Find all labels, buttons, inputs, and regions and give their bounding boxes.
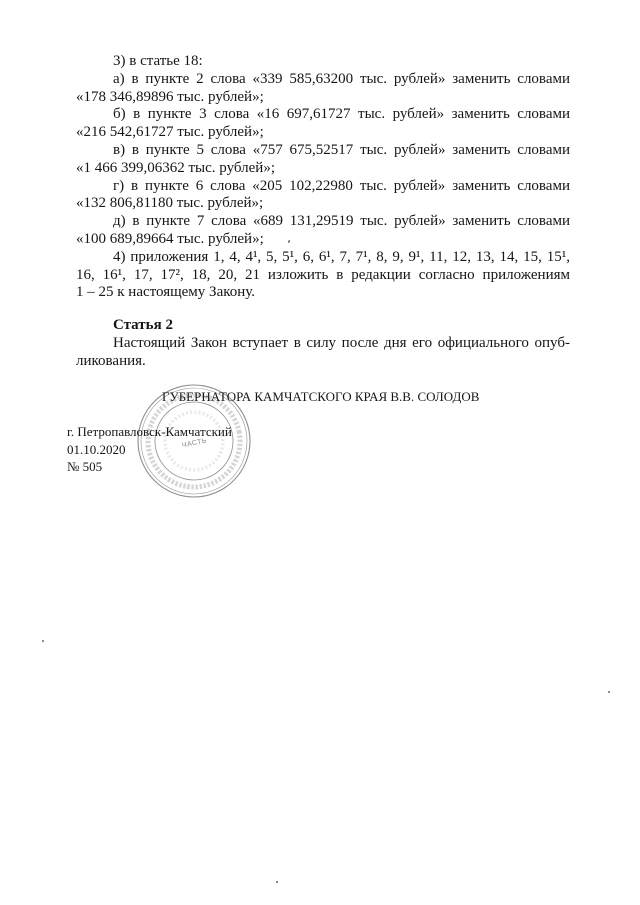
signatory-line: ГУБЕРНАТОРА КАМЧАТСКОГО КРАЯ В.В. СОЛОДОВ bbox=[162, 389, 480, 404]
scan-speck bbox=[42, 640, 44, 642]
item-4-line-2: 16, 16¹, 17, 17², 18, 20, 21 изложить в редакции согласно приложениям bbox=[76, 266, 570, 283]
article-2-line-1: Настоящий Закон вступает в силу после дня его официального опуб- bbox=[113, 334, 570, 351]
signing-date: 01.10.2020 bbox=[67, 441, 126, 457]
document-body bbox=[76, 53, 570, 371]
subitem-a-line-1: а) в пункте 2 слова «339 585,63200 тыс. рублей» заменить словами bbox=[113, 70, 570, 87]
item-4 bbox=[76, 249, 570, 302]
signature-block bbox=[67, 388, 479, 476]
subitem-g-line-2: «132 806,81180 тыс. рублей»; bbox=[76, 195, 264, 212]
subitem-v-line-1: в) в пункте 5 слова «757 675,52517 тыс. рублей» заменить словами bbox=[113, 141, 570, 158]
subitem-v-line-2: «1 466 399,06362 тыс. рублей»; bbox=[76, 159, 275, 176]
place-of-signing: г. Петропавловск-Камчатский bbox=[67, 424, 232, 439]
subitem-b-line-2: «216 542,61727 тыс. рублей»; bbox=[76, 124, 264, 141]
item-4-line-1: 4) приложения 1, 4, 4¹, 5, 5¹, 6, 6¹, 7, 7¹, 8, 9, 9¹, 11, 12, 13, 14, 15, 15¹, bbox=[113, 248, 570, 265]
item-3-intro: 3) в статье 18: bbox=[113, 53, 203, 69]
subitem-g-line-1: г) в пункте 6 слова «205 102,22980 тыс. рублей» заменить словами bbox=[113, 177, 570, 194]
article-2-line-2: ликования. bbox=[76, 352, 146, 369]
subitem-a-line-2: «178 346,89896 тыс. рублей»; bbox=[76, 88, 264, 105]
article-2-heading: Статья 2 bbox=[113, 317, 173, 334]
law-number: № 505 bbox=[67, 459, 103, 474]
subitem-b-line-1: б) в пункте 3 слова «16 697,61727 тыс. рублей» заменить словами bbox=[113, 106, 570, 123]
scan-speck bbox=[608, 691, 610, 693]
scan-speck bbox=[276, 881, 278, 883]
subitem-d-line-2: «100 689,89664 тыс. рублей»; bbox=[76, 230, 264, 247]
item-3 bbox=[76, 53, 570, 249]
seal-center-text: ЧАСТЬ bbox=[181, 437, 208, 450]
article-2 bbox=[76, 317, 570, 370]
item-4-line-3: 1 – 25 к настоящему Закону. bbox=[76, 284, 256, 301]
subitem-d-line-1: д) в пункте 7 слова «689 131,29519 тыс. рублей» заменить словами bbox=[113, 213, 570, 230]
official-seal-stamp bbox=[132, 381, 256, 501]
